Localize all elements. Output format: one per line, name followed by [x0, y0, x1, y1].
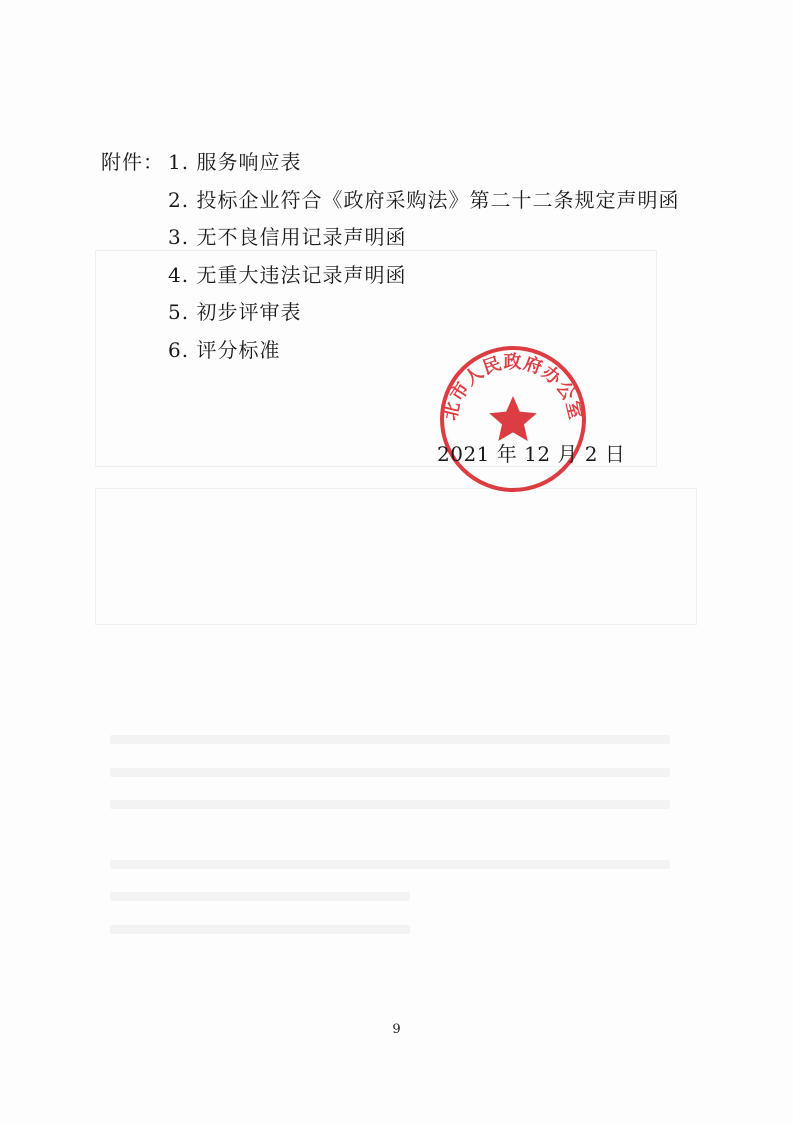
bleedthrough-line: [110, 860, 670, 869]
page-number: 9: [392, 1022, 401, 1037]
bleedthrough-table-bottom: [95, 488, 697, 625]
attachment-item: 3. 无不良信用记录声明函: [168, 225, 407, 249]
attachment-item: 2. 投标企业符合《政府采购法》第二十二条规定声明函: [168, 187, 680, 212]
seal-text-prefix: 北: [439, 398, 465, 423]
attachment-item: 4. 无重大违法记录声明函: [168, 262, 407, 287]
bleedthrough-line: [110, 925, 410, 934]
seal-text-suffix: 室: [561, 398, 587, 423]
attachments-label: 附件：: [101, 150, 164, 174]
official-seal: [438, 344, 588, 494]
bleedthrough-line: [110, 800, 670, 809]
bleedthrough-line: [110, 892, 410, 901]
attachment-item: 1. 服务响应表: [168, 150, 302, 174]
document-date: 2021 年 12 月 2 日: [437, 442, 626, 466]
attachment-item: 5. 初步评审表: [168, 300, 302, 324]
bleedthrough-line: [110, 735, 670, 744]
star-icon: [489, 396, 537, 441]
attachments-list: [168, 149, 679, 374]
seal-text-main: 市人民政府办公: [446, 352, 580, 406]
bleedthrough-line: [110, 768, 670, 777]
attachment-item: 6. 评分标准: [168, 337, 281, 362]
